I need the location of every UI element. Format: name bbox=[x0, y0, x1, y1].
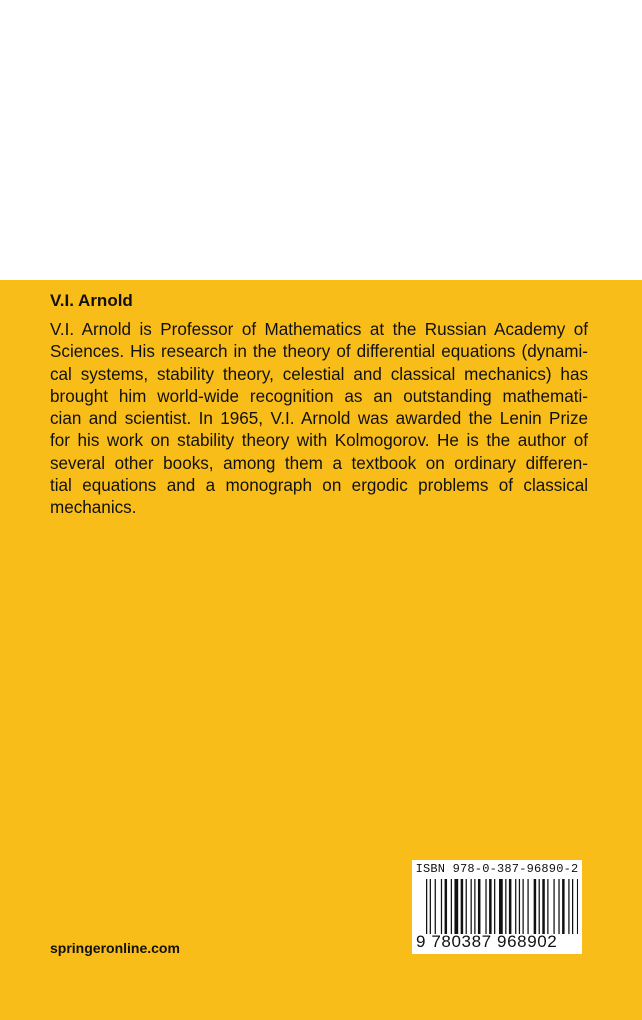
barcode-bar bbox=[474, 879, 475, 934]
barcode-bar bbox=[454, 879, 458, 934]
barcode-bar bbox=[539, 879, 540, 934]
top-blank-area bbox=[0, 0, 642, 280]
barcode-bar bbox=[478, 879, 481, 934]
barcode-bar bbox=[435, 879, 436, 934]
bio-line: V.I. Arnold is Professor of Mathematics at the Russian Academy of bbox=[50, 320, 588, 339]
barcode-bar bbox=[430, 879, 431, 934]
barcode-bar bbox=[547, 879, 548, 934]
bio-line: cian and scientist. In 1965, V.I. Arnold was awarded the Lenin Prize bbox=[50, 409, 588, 429]
bio-line: tial equations and a monograph on ergodic problems of classical bbox=[50, 476, 588, 496]
bio-line: for his work on stability theory with Kolmogorov. He is the author of bbox=[50, 431, 588, 451]
barcode-bar bbox=[572, 879, 573, 934]
barcode-bar bbox=[494, 879, 495, 934]
bio-line: mechanics. bbox=[50, 498, 137, 518]
isbn-barcode-block bbox=[412, 860, 582, 954]
barcode-bar bbox=[558, 879, 559, 934]
bio-line: several other books, among them a textbook on ordinary differen- bbox=[50, 453, 588, 473]
barcode-bar bbox=[534, 879, 537, 934]
barcode-bar bbox=[471, 879, 472, 934]
bio-line: brought him world-wide recognition as an outstanding mathemati- bbox=[50, 386, 588, 406]
barcode-bar bbox=[461, 879, 464, 934]
barcode-bar bbox=[426, 879, 427, 934]
barcode-bar bbox=[505, 879, 506, 934]
barcode-bar bbox=[451, 879, 452, 934]
barcode-bar bbox=[485, 879, 486, 934]
barcode-bar bbox=[568, 879, 569, 934]
barcode-bar bbox=[519, 879, 520, 934]
barcode-digits: 9 780387 968902 bbox=[416, 932, 558, 951]
barcode-bar bbox=[515, 879, 516, 934]
barcode-bar bbox=[499, 879, 503, 934]
barcode-bar bbox=[509, 879, 512, 934]
bio-line: cal systems, stability theory, celestial and classical mechanics) has bbox=[50, 364, 588, 384]
author-biography bbox=[50, 319, 588, 520]
barcode-bar bbox=[445, 879, 448, 934]
barcode-bar bbox=[562, 879, 565, 934]
author-name: V.I. Arnold bbox=[50, 291, 133, 310]
barcode-bar bbox=[523, 879, 524, 934]
barcode-bar bbox=[542, 879, 545, 934]
barcode-bar bbox=[466, 879, 467, 934]
bio-line: Sciences. His research in the theory of differential equations (dynami- bbox=[50, 342, 588, 362]
barcode-bar bbox=[441, 879, 442, 934]
barcode-bar bbox=[553, 879, 554, 934]
barcode-bar bbox=[489, 879, 492, 934]
isbn-label: ISBN 978-0-387-96890-2 bbox=[415, 862, 579, 876]
publisher-website: springeronline.com bbox=[50, 940, 180, 956]
barcode-icon bbox=[426, 879, 578, 934]
barcode-bar bbox=[527, 879, 528, 934]
barcode-bar bbox=[577, 879, 578, 934]
